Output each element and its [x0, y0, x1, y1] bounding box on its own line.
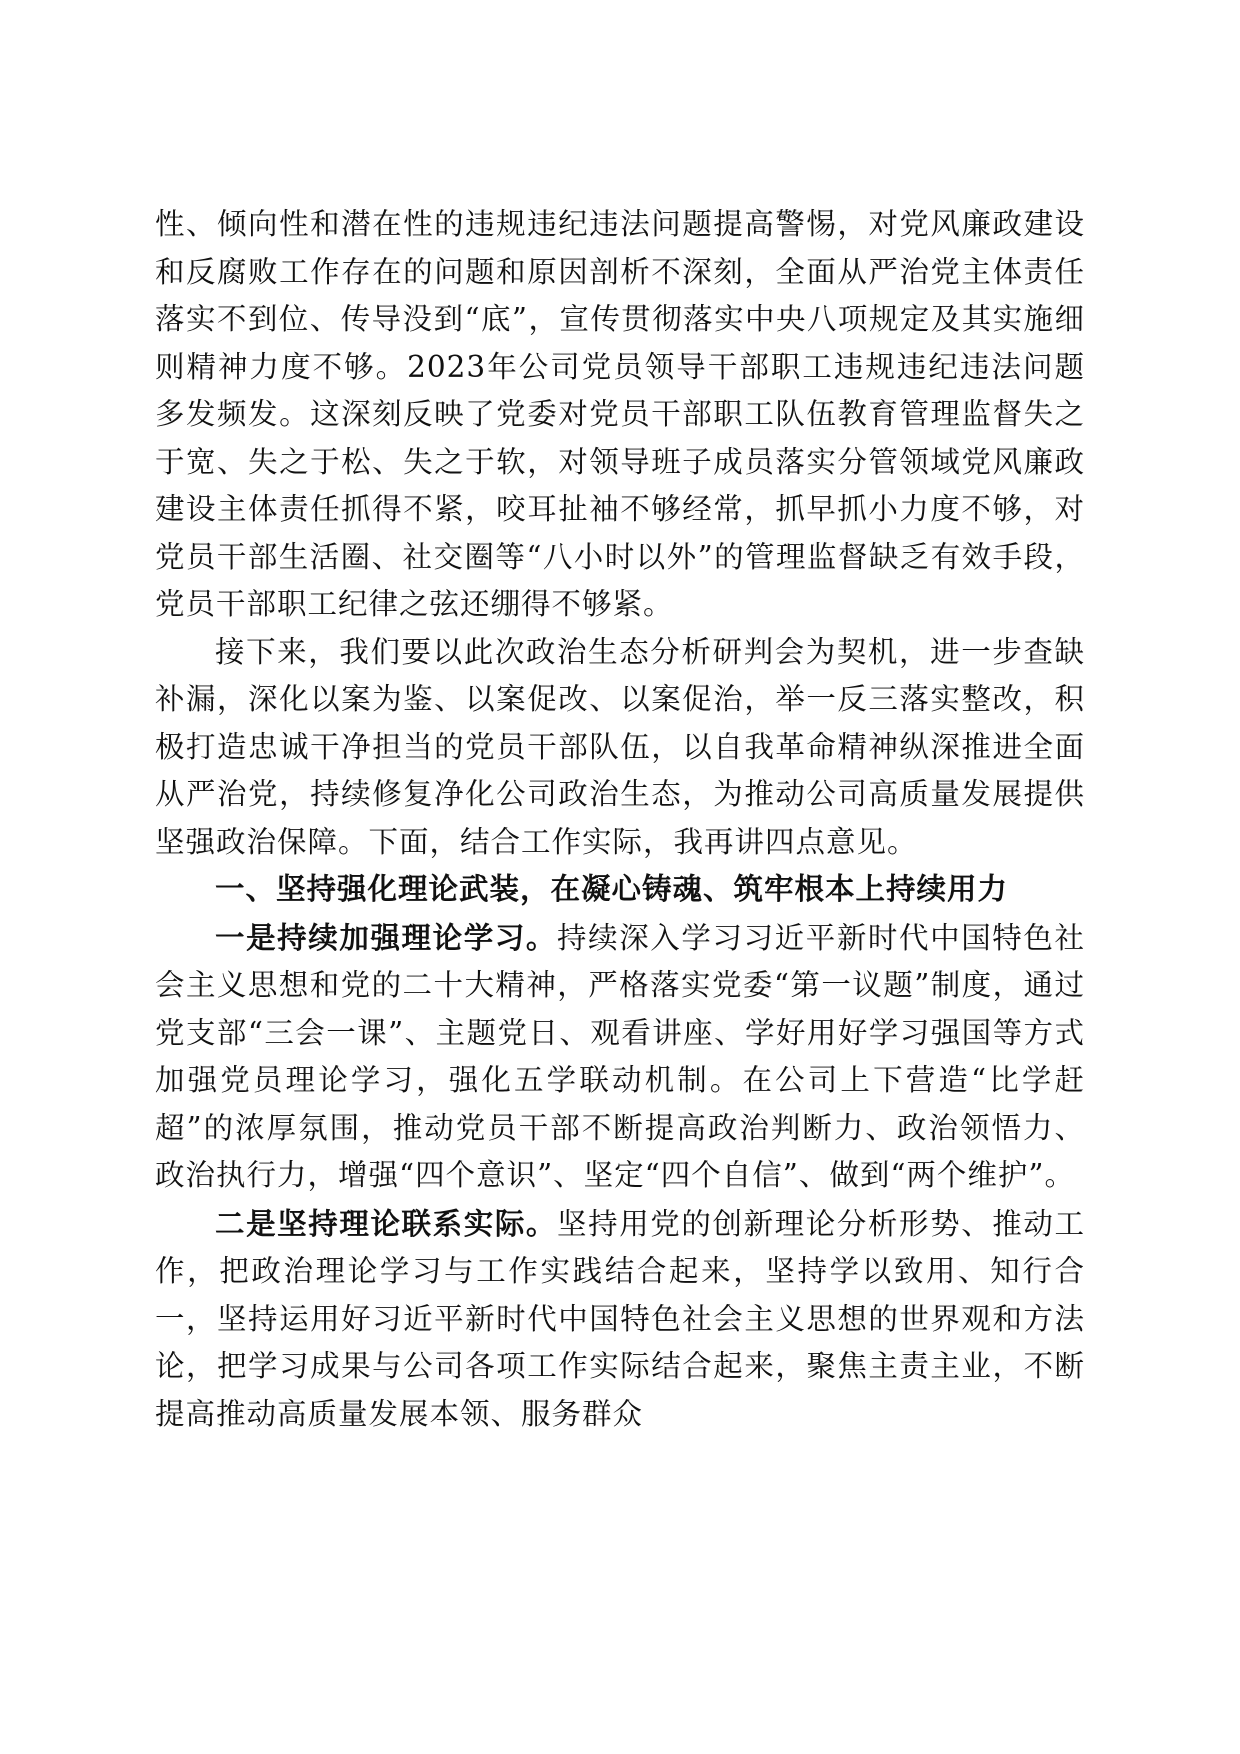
section-heading: 一、坚持强化理论武装，在凝心铸魂、筑牢根本上持续用力: [215, 872, 1009, 906]
point-one-text: 持续深入学习习近平新时代中国特色社会主义思想和党的二十大精神，严格落实党委“第一议题”制度，通过党支部“三会一课”、主题党日、观看讲座、学好用好学习强国等方式加强党员理论学习，强化五学联动机制。在公司上下营造“比学赶超”的浓厚氛围，推动党员干部不断提高政治判断力、政治领悟力、政治执行力，增强“四个意识”、坚定“四个自信”、做到“两个维护”。: [155, 920, 1085, 1192]
point-one-lead: 一是持续加强理论学习。: [215, 919, 558, 955]
document-body: [155, 201, 1085, 1438]
point-one: [155, 914, 1085, 1200]
point-two-lead: 二是坚持理论联系实际。: [215, 1205, 558, 1241]
point-two-text: 坚持用党的创新理论分析形势、推动工作，把政治理论学习与工作实践结合起来，坚持学以致用、知行合一，坚持运用好习近平新时代中国特色社会主义思想的世界观和方法论，把学习成果与公司各项工作实际结合起来，聚焦主责主业，不断提高推动高质量发展本领、服务群众: [155, 1206, 1085, 1431]
point-two: [155, 1200, 1085, 1439]
paragraph-continuation: 性、倾向性和潜在性的违规违纪违法问题提高警惕，对党风廉政建设和反腐败工作存在的问题和原因剖析不深刻，全面从严治党主体责任落实不到位、传导没到“底”，宣传贯彻落实中央八项规定及其实施细则精神力度不够。2023年公司党员领导干部职工违规违纪违法问题多发频发。这深刻反映了党委对党员干部职工队伍教育管理监督失之于宽、失之于松、失之于软，对领导班子成员落实分管领域党风廉政建设主体责任抓得不紧，咬耳扯袖不够经常，抓早抓小力度不够，对党员干部生活圈、社交圈等“八小时以外”的管理监督缺乏有效手段，党员干部职工纪律之弦还绷得不够紧。: [155, 207, 1085, 621]
paragraph-next-steps: 接下来，我们要以此次政治生态分析研判会为契机，进一步查缺补漏，深化以案为鉴、以案促改、以案促治，举一反三落实整改，积极打造忠诚干净担当的党员干部队伍，以自我革命精神纵深推进全面从严治党，持续修复净化公司政治生态，为推动公司高质量发展提供坚强政治保障。下面，结合工作实际，我再讲四点意见。: [155, 634, 1085, 859]
